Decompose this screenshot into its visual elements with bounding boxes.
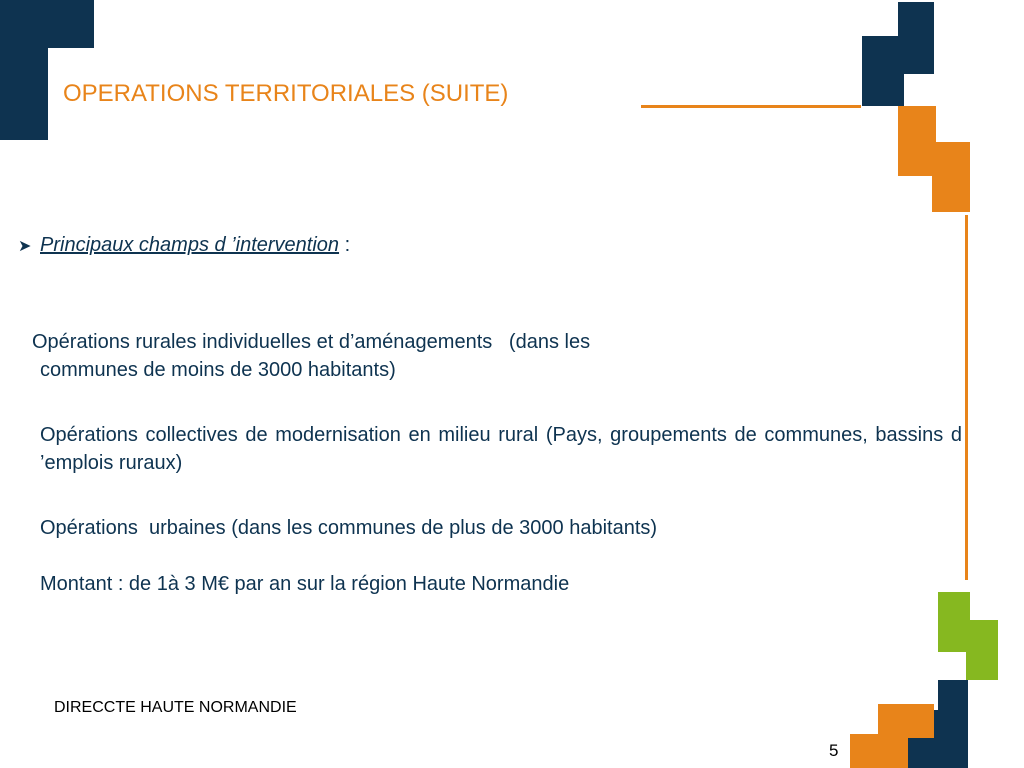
paragraph-amount: Montant : de 1à 3 M€ par an sur la région Haute Normandie (40, 573, 570, 595)
side-block-navy-mid (862, 36, 904, 106)
slide-title: OPERATIONS TERRITORIALES (SUITE) (63, 80, 509, 107)
paragraph-collective: Opérations collectives de modernisation en milieu rural (Pays, groupements de communes, bassins d ’emplois ruraux) (40, 424, 962, 474)
side-block-orange-bottom (878, 704, 934, 738)
arrow-bullet-icon: ➤ (18, 238, 32, 255)
heading-lead-text: Principaux champs d ’intervention (40, 234, 340, 256)
side-block-orange-lower (932, 142, 970, 212)
heading-suffix: : (339, 234, 351, 256)
paragraph-urban: Opérations urbaines (dans les communes de plus de 3000 habitants) (40, 517, 658, 539)
footer-organization: DIRECCTE HAUTE NORMANDIE (54, 699, 297, 716)
side-block-navy-bottom-right (938, 680, 968, 768)
paragraph-rural-individual (32, 328, 962, 384)
page-number: 5 (829, 741, 839, 760)
title-underline-rule (641, 105, 861, 108)
side-block-orange-bottom-low (850, 734, 908, 768)
side-block-orange-upper (898, 106, 936, 176)
side-block-green-lower (966, 620, 998, 680)
paragraph-line-1: Opérations rurales individuelles et d’aménagements (dans les (32, 331, 591, 353)
paragraph-line-2: communes de moins de 3000 habitants) (40, 359, 396, 381)
side-vertical-rule (965, 215, 968, 580)
corner-block-navy-top-left (0, 0, 48, 140)
corner-block-navy-top-left-tab (48, 0, 94, 48)
section-heading (18, 234, 350, 257)
